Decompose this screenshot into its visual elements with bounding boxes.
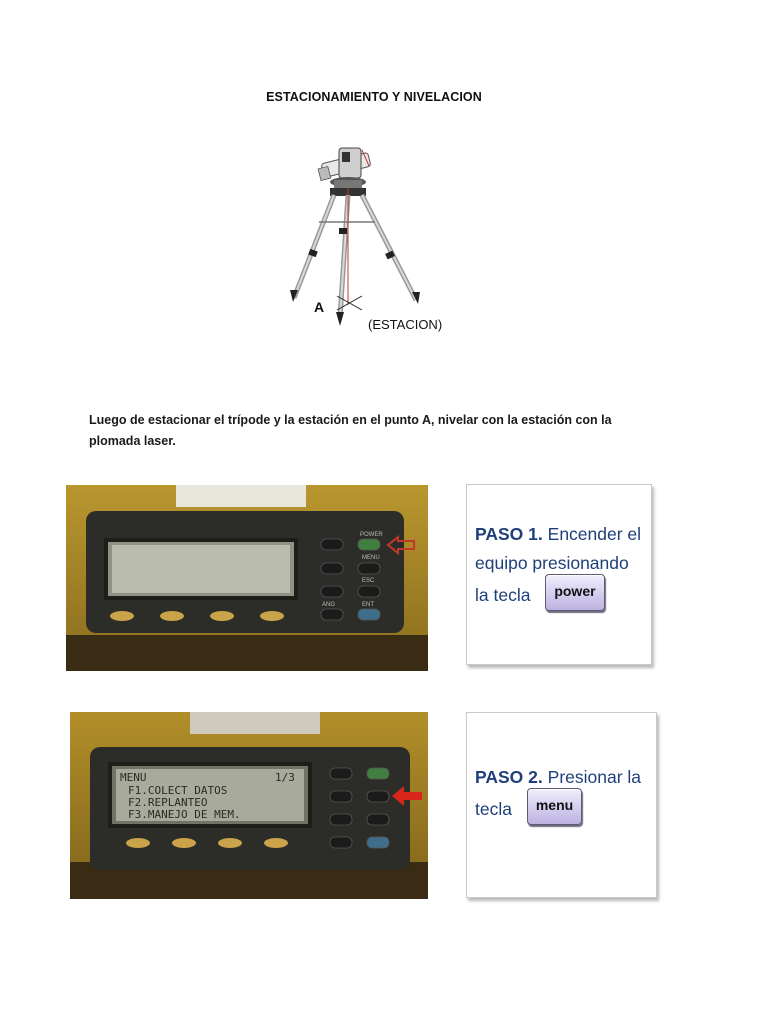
step-2-label: PASO 2.	[475, 767, 543, 787]
step-1-instruction-end: la tecla	[475, 585, 531, 606]
menu-screen-line-3: F3.MANEJO DE MEM.	[128, 808, 241, 821]
step-2-text	[475, 763, 655, 829]
esc-key-label: ESC	[362, 578, 375, 584]
menu-screen-page: 1/3	[275, 771, 295, 784]
step-1-text	[475, 520, 651, 615]
menu-screen-line-2: F2.REPLANTEO	[128, 796, 208, 809]
menu-screen-line-1: F1.COLECT DATOS	[128, 784, 228, 797]
page-title: ESTACIONAMIENTO Y NIVELACION	[266, 90, 482, 104]
step-1-instruction: Encender el equipo presionando	[475, 524, 642, 573]
menu-key-label: MENU	[362, 555, 380, 561]
station-label: (ESTACION)	[368, 317, 443, 332]
ang-key-label: ANG	[322, 602, 336, 608]
power-key-icon: power	[545, 574, 604, 611]
step-2-card	[466, 712, 657, 898]
step-2-instruction-end: tecla	[475, 799, 512, 820]
tripod-illustration	[282, 140, 472, 340]
ent-key-label: ENT	[362, 602, 374, 608]
instrument-photo-menu	[70, 712, 428, 899]
instrument-photo-power	[66, 485, 428, 671]
menu-key-icon: menu	[527, 788, 582, 825]
step-1-card	[466, 484, 652, 665]
intro-paragraph: Luego de estacionar el trípode y la estación en el punto A, nivelar con la estación con la plomada laser.	[89, 413, 612, 448]
tripod-figure	[282, 140, 472, 340]
power-key-label: POWER	[360, 532, 383, 538]
menu-screen-title: MENU	[120, 771, 147, 784]
step-1-label: PASO 1.	[475, 524, 543, 544]
point-a-label: A	[314, 299, 325, 315]
step-2-instruction: Presionar la	[547, 767, 642, 787]
